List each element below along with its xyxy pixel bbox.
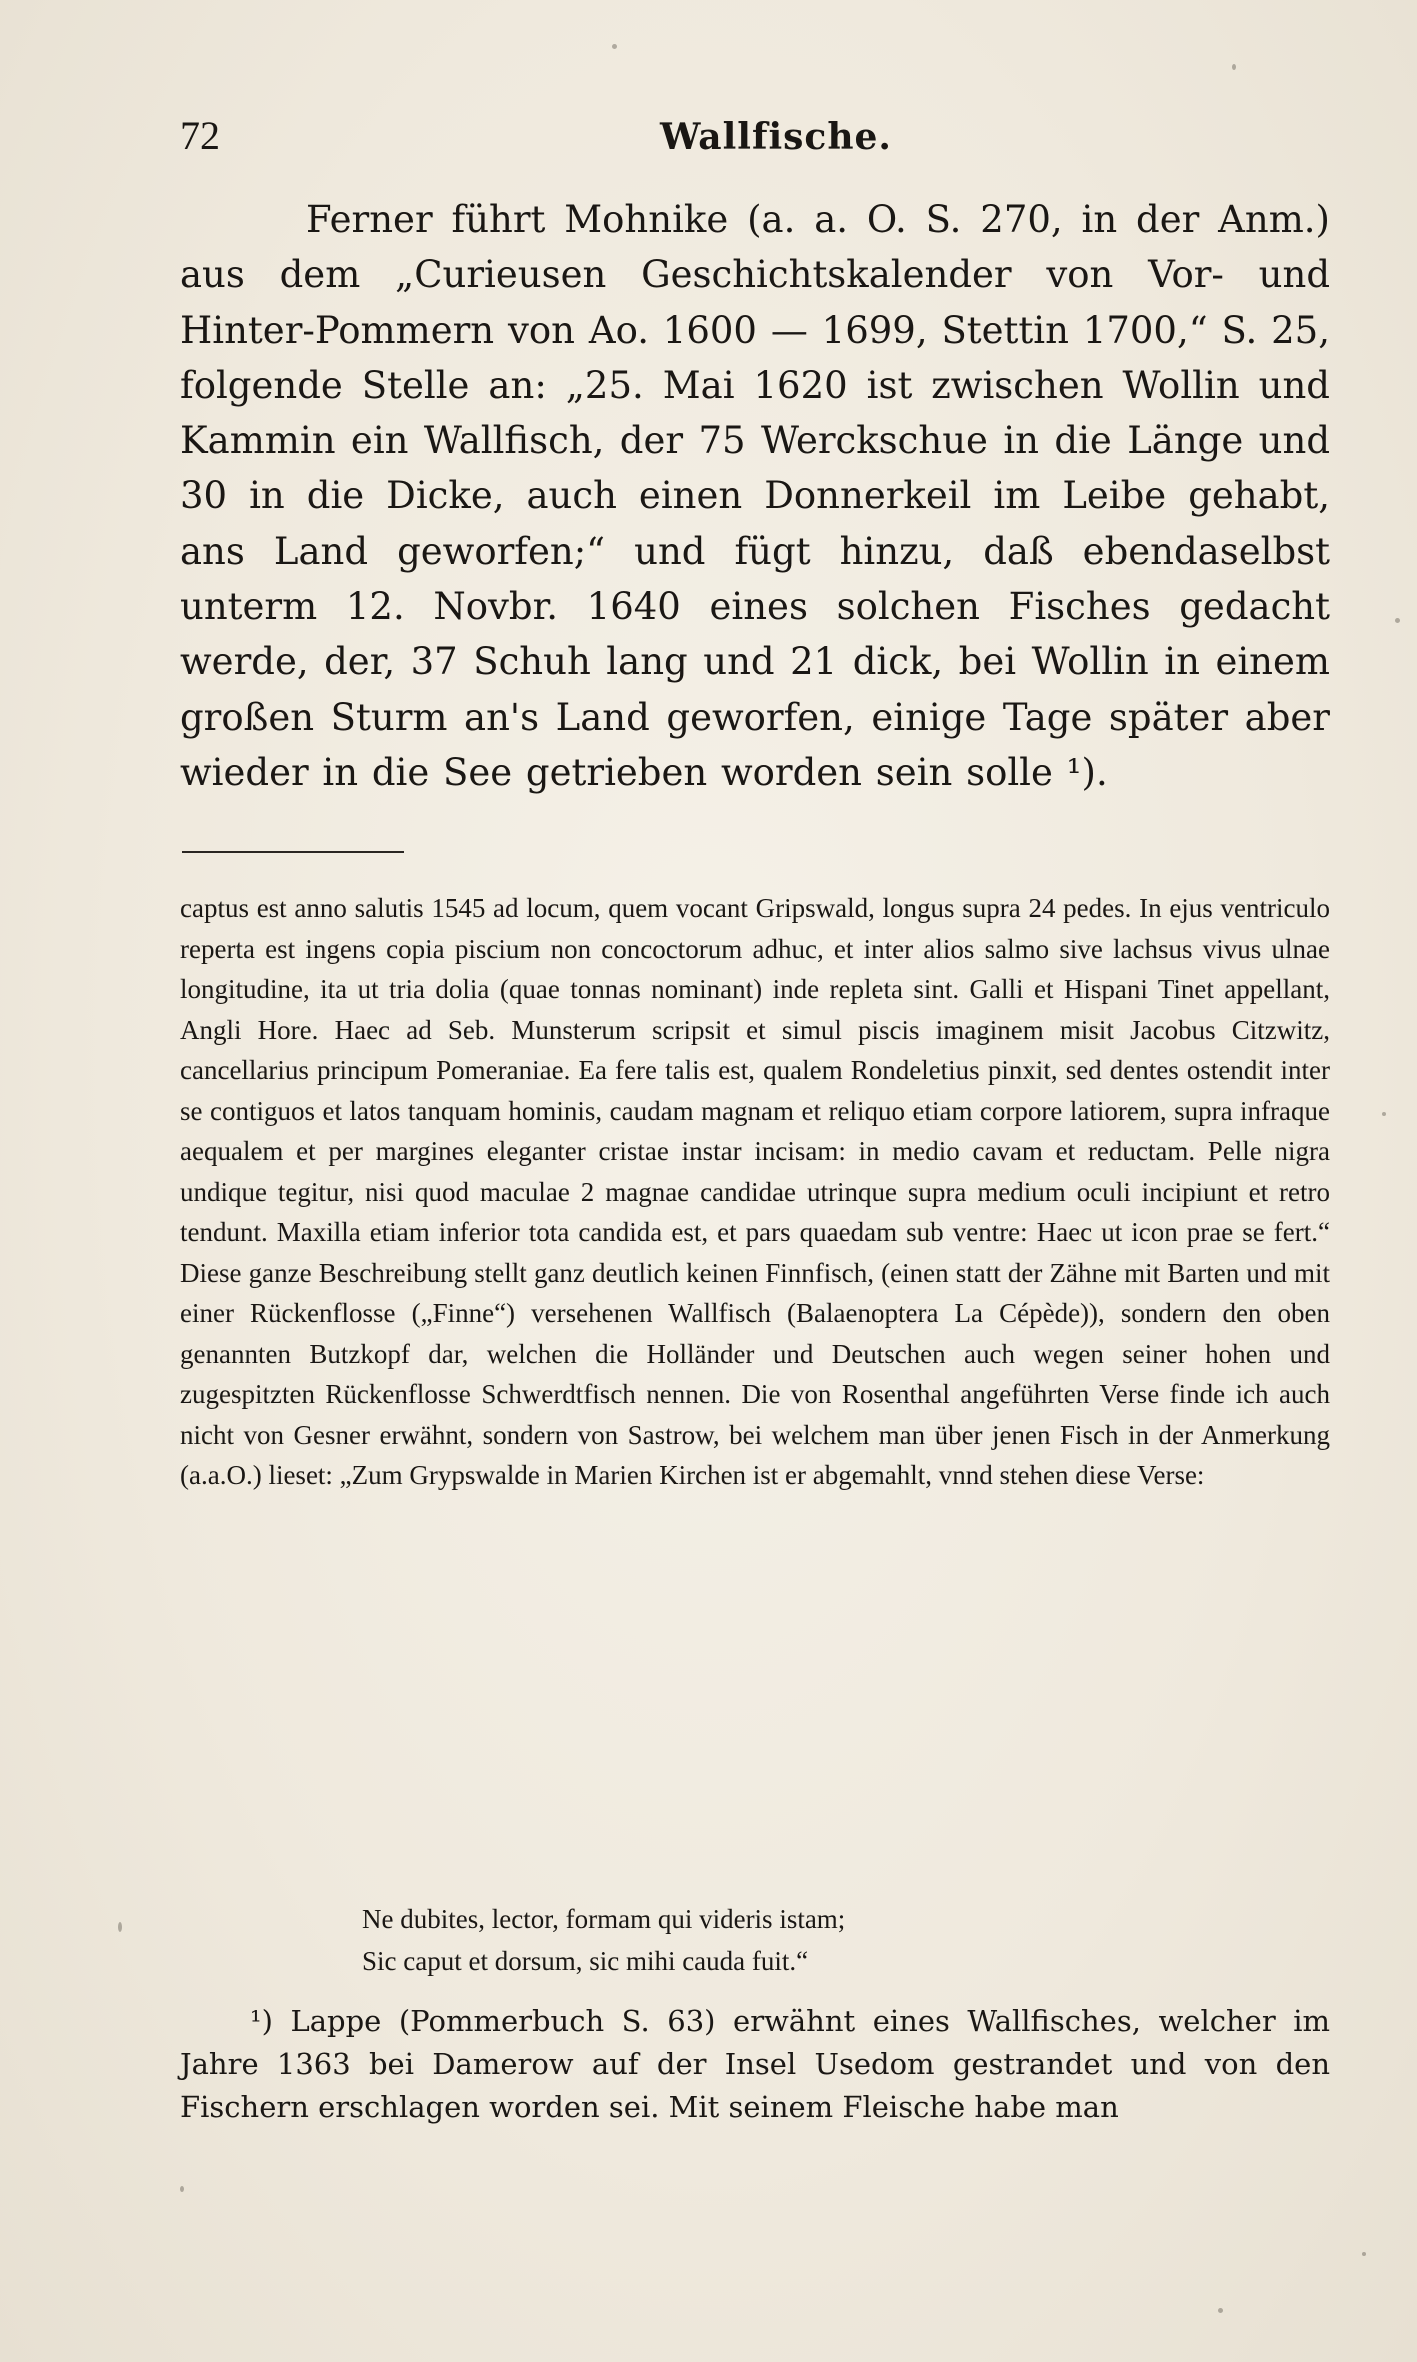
verse-line: Ne dubites, lector, formam qui videris istam; (362, 1904, 846, 1934)
paper-speck (1218, 2308, 1223, 2313)
latin-verse (362, 1898, 1162, 1982)
footnote-divider (182, 851, 404, 853)
footnote-1: ¹) Lappe (Pommerbuch S. 63) erwähnt eines Wallfisches, welcher im Jahre 1363 bei Damerow auf der Insel Usedom gestrandet und von den Fischern erschlagen worden sei. Mit seinem Fleische habe man (180, 2004, 1330, 2124)
continued-footnote: captus est anno salutis 1545 ad locum, quem vocant Gripswald, longus supra 24 pedes. In ejus ventriculo reperta est ingens copia piscium non concoctorum adhuc, et inter alios salmo sive lachsus vivus ulnae longitudine, ita ut tria dolia (quae tonnas nominant) inde repleta sint. Galli et Hispani Tinet appellant, Angli Hore. Haec ad Seb. Munsterum scripsit et simul piscis imaginem misit Jacobus Citzwitz, cancellarius principum Pomeraniae. Ea fere talis est, qualem Rondeletius pinxit, sed dentes ostendit inter se contiguos et latos tanquam hominis, caudam magnam et reliquo etiam corpore latiorem, supra infraque aequalem et per margines eleganter cristae instar incisam: in medio cavam et reductam. Pelle nigra undique tegitur, nisi quod maculae 2 magnae candidae utrinque supra medium oculi incipiunt et retro tendunt. Maxilla etiam inferior tota candida est, et pars quaedam sub ventre: Haec ut icon prae se fert.“ Diese ganze Beschreibung stellt ganz deutlich keinen Finnfisch, (einen statt der Zähne mit Barten und mit einer Rückenflosse („Finne“) versehenen Wallfisch (Balaenoptera La Cépède)), sondern den oben genannten Butzkopf dar, welchen die Holländer und Deutschen auch wegen seiner hohen und zugespitzten Rückenflosse Schwerdtfisch nennen. Die von Rosenthal angeführten Verse finde ich auch nicht von Gesner erwähnt, sondern von Sastrow, bei welchem man über jenen Fisch in der Anmerkung (a.a.O.) lieset: „Zum Grypswalde in Marien Kirchen ist er abgemahlt, vnnd stehen diese Verse: (180, 893, 1330, 1490)
paper-speck (1232, 64, 1236, 70)
paper-speck (1395, 618, 1400, 623)
paper-speck (612, 44, 617, 49)
paper-speck (118, 1922, 122, 1932)
verse-line: Sic caput et dorsum, sic mihi cauda fuit.“ (362, 1946, 809, 1976)
page-header (180, 112, 1330, 172)
page-number: 72 (180, 113, 220, 158)
running-head: Wallfische. (660, 116, 892, 158)
paper-speck (180, 2186, 184, 2192)
main-paragraph: Ferner führt Mohnike (a. a. O. S. 270, in der Anm.) aus dem „Curieusen Geschichtskalender von Vor- und Hinter-Pommern von Ao. 1600 — 1699, Stettin 1700,“ S. 25, folgende Stelle an: „25. Mai 1620 ist zwischen Wollin und Kammin ein Wallfisch, der 75 Werckschue in die Länge und 30 in die Dicke, auch einen Donnerkeil im Leibe gehabt, ans Land geworfen;“ und fügt hinzu, daß ebendaselbst unterm 12. Novbr. 1640 eines solchen Fisches gedacht werde, der, 37 Schuh lang und 21 dick, bei Wollin in einem großen Sturm an's Land geworfen, einige Tage später aber wieder in die See getrieben worden sein solle ¹). (180, 198, 1330, 794)
paper-speck (1362, 2252, 1366, 2256)
paper-speck (1382, 1112, 1386, 1116)
